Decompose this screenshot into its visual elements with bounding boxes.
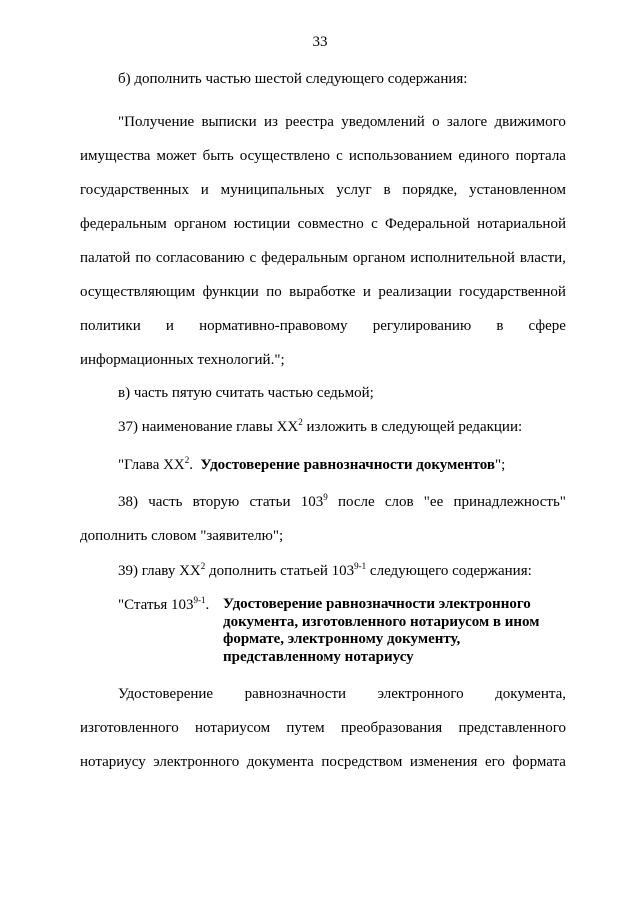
paragraph-b: б) дополнить частью шестой следующего содержания:: [118, 71, 468, 87]
quote-line: имущества может быть осуществлено с использованием единого портала: [80, 148, 566, 164]
paragraph-37: 37) наименование главы $XX^2$ изложить в следующей редакции:: [118, 417, 523, 435]
quote-line: федеральным органом юстиции совместно с Федеральной нотариальной: [80, 216, 566, 232]
quote-line: государственных и муниципальных услуг в порядке, установленном: [80, 182, 566, 198]
chapter-title-quote: "Глава $XX^2$. Удостоверение равнозначности документов";: [118, 455, 506, 473]
paragraph-38: 38) часть вторую статьи $103^9$ после слов "ее принадлежность": [118, 492, 566, 510]
quote-line: палатой по согласованию с федеральным органом исполнительной власти,: [80, 250, 566, 266]
chapter-title: Удостоверение равнозначности документов: [200, 457, 496, 473]
page-number: 33: [312, 34, 328, 50]
quote-line: осуществляющим функции по выработке и реализации государственной: [80, 284, 566, 300]
article-heading: "Статья 103$^{9-1}$.: [118, 595, 210, 613]
body-line: изготовленного нотариусом путем преобразования представленного: [80, 720, 566, 736]
body-line: Удостоверение равнозначности электронного документа,: [118, 686, 566, 702]
paragraph-38-cont: дополнить словом "заявителю";: [80, 528, 284, 544]
body-line: нотариусу электронного документа посредством изменения его формата: [80, 754, 566, 770]
quote-line: "Получение выписки из реестра уведомлений о залоге движимого: [118, 114, 566, 130]
quote-line-last: информационных технологий.";: [80, 352, 285, 368]
article-title: Удостоверение равнозначности электронного документа, изготовленного нотариусом в ином формате, электронному документу, представленному нотариусу: [223, 596, 540, 665]
paragraph-39: 39) главу $XX^2$ дополнить статьей 103$^{9-1}$ следующего содержания:: [118, 561, 532, 579]
paragraph-v: в) часть пятую считать частью седьмой;: [118, 385, 374, 401]
quote-line: политики и нормативно-правовому регулированию в сфере: [80, 318, 566, 334]
